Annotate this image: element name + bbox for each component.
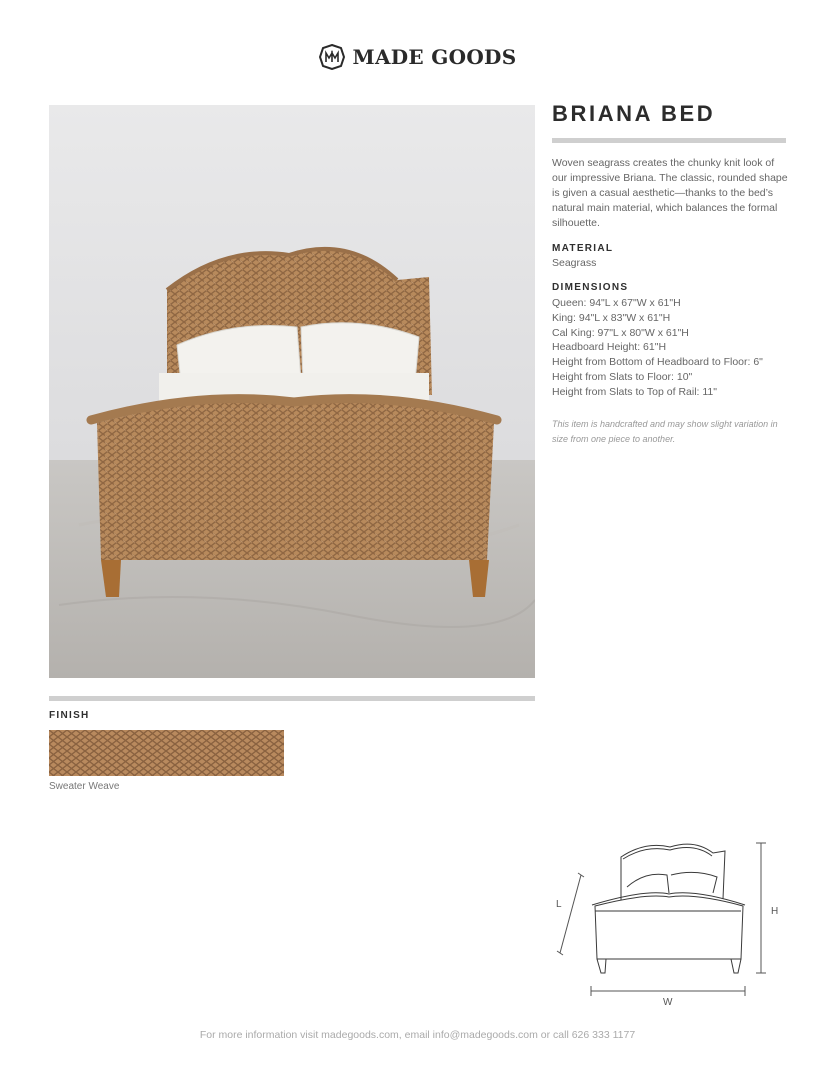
- finish-heading: FINISH: [49, 710, 90, 721]
- monogram-icon: [319, 44, 345, 70]
- title-divider: [552, 138, 786, 143]
- brand-logo: [0, 44, 835, 70]
- height-label: H: [771, 906, 779, 917]
- finish-swatch: [49, 730, 284, 776]
- material-heading: MATERIAL: [552, 243, 614, 254]
- length-label: L: [556, 899, 562, 910]
- handcrafted-disclaimer: This item is handcrafted and may show slight variation in size from one piece to another.: [552, 419, 778, 444]
- finish-swatch-name: Sweater Weave: [49, 781, 120, 792]
- product-description: Woven seagrass creates the chunky knit look of our impressive Briana. The classic, rounded shape is given a casual aesthetic—thanks to the bed’s natural main material, which balances the formal silhouette.: [552, 157, 788, 229]
- product-photo: [49, 105, 535, 678]
- dimension-item: Cal King: 97"L x 80"W x 61"H: [552, 326, 689, 339]
- photo-divider: [49, 696, 535, 701]
- dimensions-heading: DIMENSIONS: [552, 282, 629, 293]
- footer-contact: For more information visit madegoods.com, email info@madegoods.com or call 626 333 1177: [199, 1029, 636, 1041]
- dimension-item: Height from Bottom of Headboard to Floor: 6": [552, 356, 763, 369]
- dimensions-list: [552, 296, 763, 400]
- material-value: Seagrass: [552, 257, 597, 269]
- dimension-item: Height from Slats to Floor: 10": [552, 370, 693, 383]
- dimension-item: Headboard Height: 61"H: [552, 341, 667, 354]
- dimension-diagram: [545, 835, 790, 1005]
- dimension-item: Height from Slats to Top of Rail: 11": [552, 385, 718, 398]
- dimension-item: King: 94"L x 83"W x 61"H: [552, 311, 671, 324]
- product-title: BRIANA BED: [552, 101, 716, 126]
- dimension-item: Queen: 94"L x 67"W x 61"H: [552, 297, 681, 309]
- brand-name: MADE GOODS: [352, 45, 517, 69]
- width-label: W: [663, 997, 673, 1005]
